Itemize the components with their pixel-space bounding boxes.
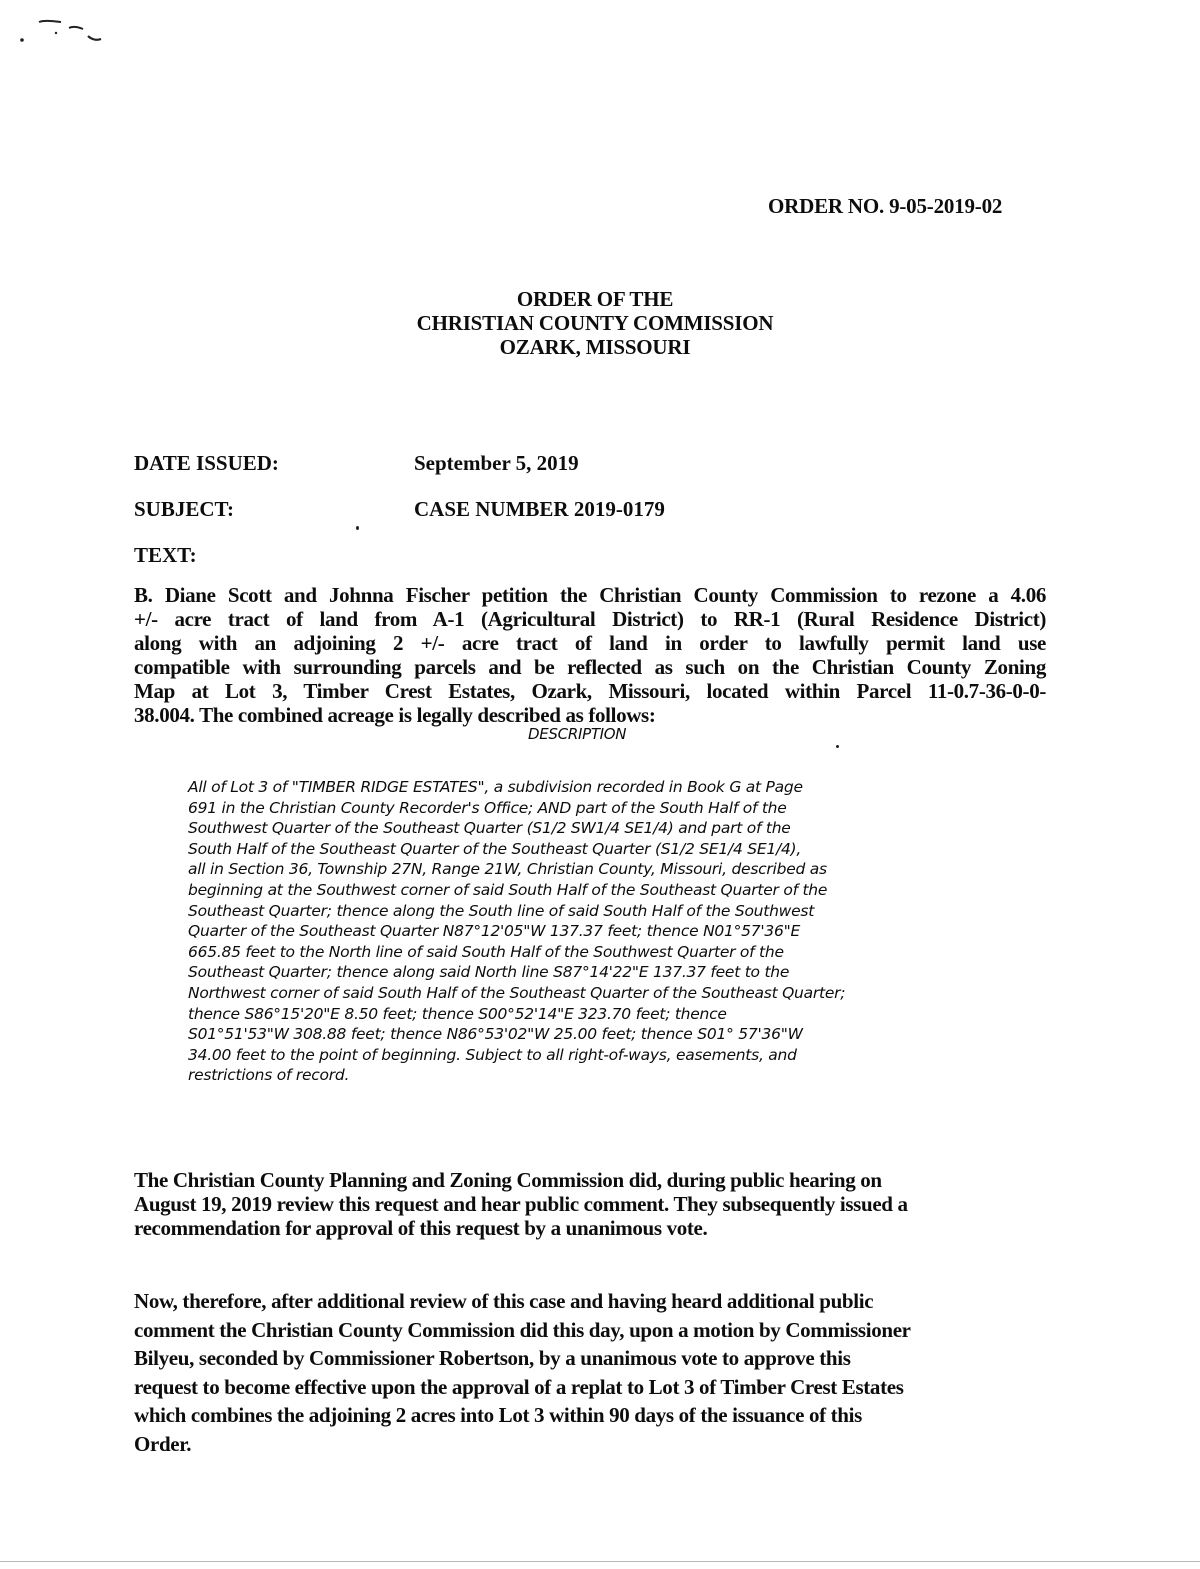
description-title: DESCRIPTION [528,725,627,743]
subject-label: SUBJECT: [134,497,234,521]
description-line: restrictions of record. [188,1066,350,1085]
paragraph-line: Order. [134,1431,192,1456]
legal-description [188,777,978,1086]
description-line: 34.00 feet to the point of beginning. Subject to all right-of-ways, easements, and [188,1045,797,1064]
scan-speck [356,526,359,530]
paragraph-line: Now, therefore, after additional review of this case and having heard additional public [134,1289,874,1313]
paragraph-line: compatible with surrounding parcels and be reflected as such on the Christian County Zoning [134,655,1046,679]
description-line: Southeast Quarter; thence along said North line S87°14'22"E 137.37 feet to the [188,963,790,982]
paragraph-line: Bilyeu, seconded by Commissioner Robertson, by a unanimous vote to approve this [134,1346,851,1370]
description-line: S01°51'53"W 308.88 feet; thence N86°53'02"W 25.00 feet; thence S01° 57'36"W [188,1025,803,1044]
description-line: beginning at the Southwest corner of said South Half of the Southeast Quarter of the [188,880,828,899]
order-number: ORDER NO. 9-05-2019-02 [768,194,1003,218]
petition-paragraph [134,583,1046,727]
scan-speck [836,745,839,748]
paragraph-line: 38.004. The combined acreage is legally described as follows: [134,703,656,727]
description-line: Quarter of the Southeast Quarter N87°12'05"W 137.37 feet; thence N01°57'36"E [188,922,801,941]
paragraph-line: which combines the adjoining 2 acres into Lot 3 within 90 days of the issuance of this [134,1403,862,1427]
paragraph-line: Map at Lot 3, Timber Crest Estates, Ozark, Missouri, located within Parcel 11-0.7-36-0-0- [134,679,1046,703]
title-line: CHRISTIAN COUNTY COMMISSION [416,311,774,335]
description-line: 691 in the Christian County Recorder's Office; AND part of the South Half of the [188,798,787,817]
description-line: All of Lot 3 of "TIMBER RIDGE ESTATES", a subdivision recorded in Book G at Page [188,778,803,796]
description-line: Southwest Quarter of the Southeast Quarter (S1/2 SW1/4 SE1/4) and part of the [188,819,791,838]
paragraph-line: August 19, 2019 review this request and hear public comment. They subsequently issued a [134,1192,908,1216]
paragraph-line: The Christian County Planning and Zoning Commission did, during public hearing on [134,1168,882,1192]
title-line: OZARK, MISSOURI [499,335,691,359]
description-line: Northwest corner of said South Half of the Southeast Quarter of the Southeast Quarter; [188,983,846,1002]
paragraph-line: comment the Christian County Commission did this day, upon a motion by Commissioner [134,1317,911,1342]
paragraph-line: B. Diane Scott and Johnna Fischer petition the Christian County Commission to rezone a 4.06 [134,583,1046,607]
title-line: ORDER OF THE [516,287,674,311]
subject-value: CASE NUMBER 2019-0179 [414,497,665,521]
paragraph-line: along with an adjoining 2 +/- acre tract of land in order to lawfully permit land use [134,631,1046,655]
paragraph-line: recommendation for approval of this request by a unanimous vote. [134,1216,708,1240]
scan-artifact-mark [6,18,116,54]
page-bottom-edge [0,1561,1200,1562]
description-line: thence S86°15'20"E 8.50 feet; thence S00°52'14"E 323.70 feet; thence [188,1004,727,1023]
paragraph-line: request to become effective upon the approval of a replat to Lot 3 of Timber Crest Estates [134,1374,904,1399]
document-title [300,287,890,359]
description-line: all in Section 36, Township 27N, Range 21W, Christian County, Missouri, described as [188,860,827,879]
description-line: 665.85 feet to the North line of said South Half of the Southwest Quarter of the [188,942,784,961]
hearing-paragraph [134,1168,1046,1240]
description-line: Southeast Quarter; thence along the South line of said South Half of the Southwest [188,901,815,920]
paragraph-line: +/- acre tract of land from A-1 (Agricultural District) to RR-1 (Rural Residence District) [134,607,1046,631]
decision-paragraph [134,1287,1046,1458]
date-issued-label: DATE ISSUED: [134,451,279,475]
description-line: South Half of the Southeast Quarter of the Southeast Quarter (S1/2 SE1/4 SE1/4), [188,839,802,858]
text-label: TEXT: [134,543,197,567]
date-issued-value: September 5, 2019 [414,451,579,475]
